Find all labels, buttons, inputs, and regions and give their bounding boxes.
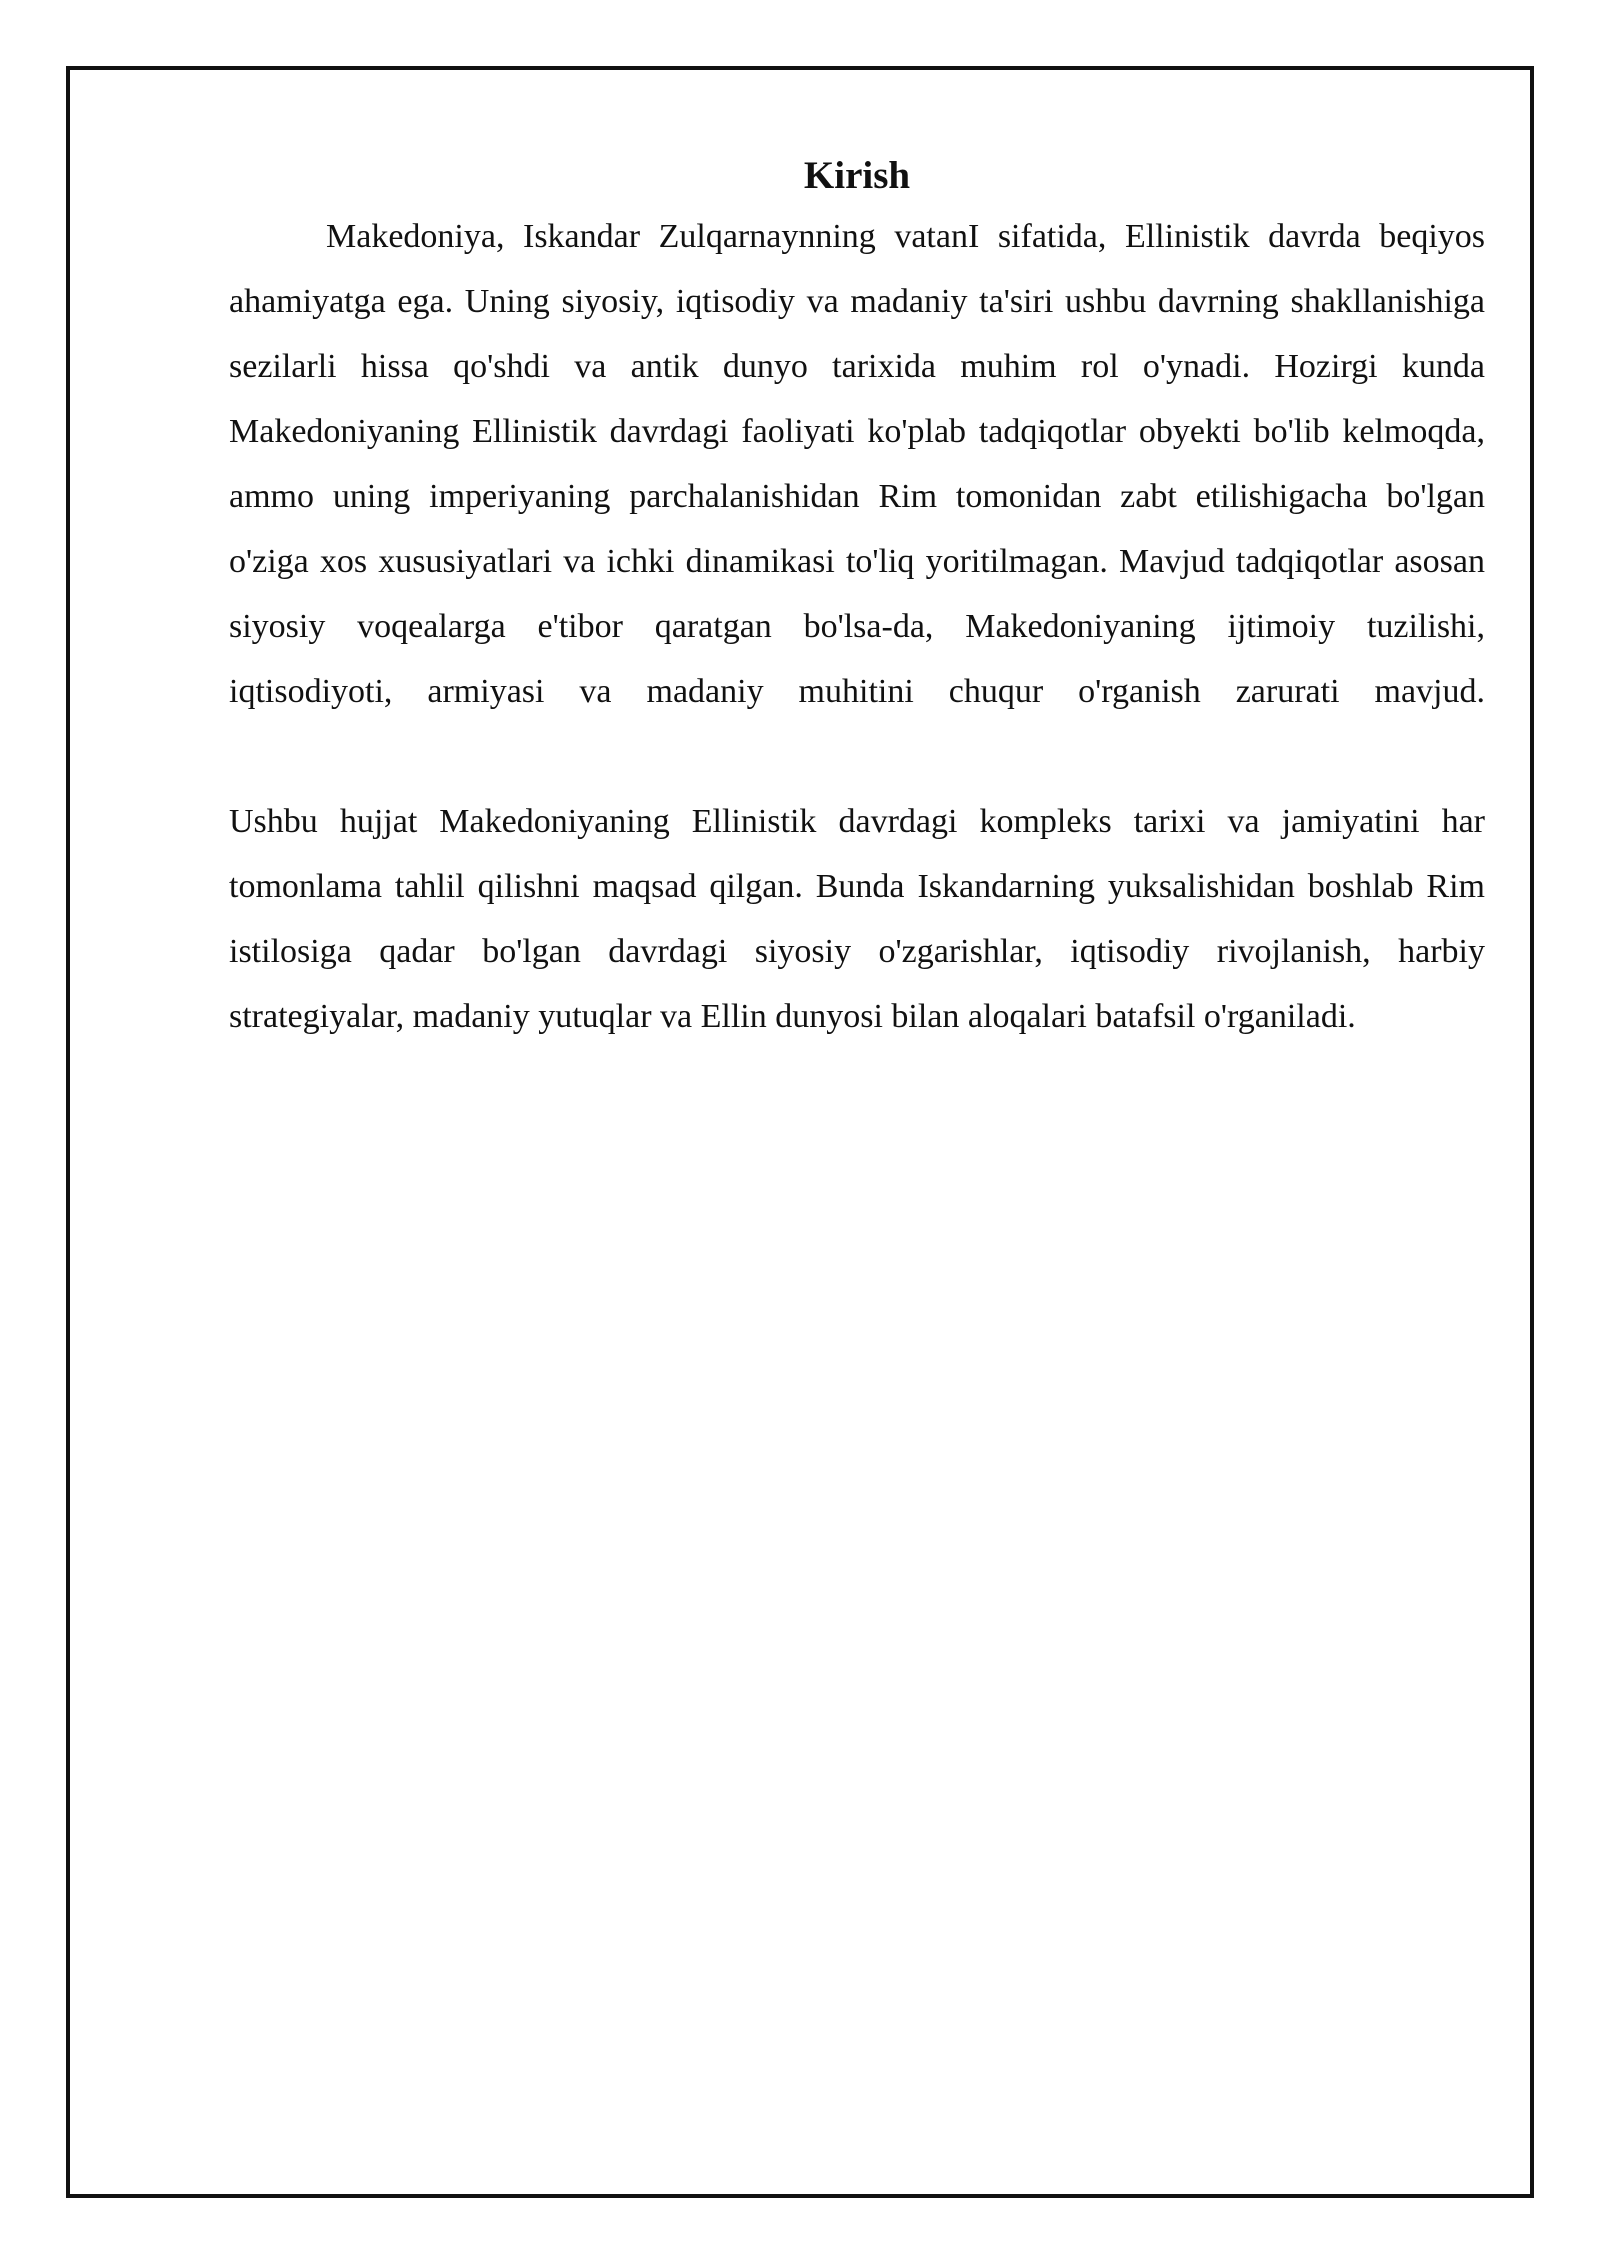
- intro-paragraph-1: Makedoniya, Iskandar Zulqarnaynning vatanI sifatida, Ellinistik davrda beqiyos ahamiyatga ega. Uning siyosiy, iqtisodiy va madaniy ta'siri ushbu davrning shakllanishiga sezilarli hissa qo'shdi va antik dunyo tarixida muhim rol o'ynadi. Hozirgi kunda Makedoniyaning Ellinistik davrdagi faoliyati ko'plab tadqiqotlar obyekti bo'lib kelmoqda, ammo uning imperiyaning parchalanishidan Rim tomonidan zabt etilishigacha bo'lgan o'ziga xos xususiyatlari va ichki dinamikasi to'liq yoritilmagan. Mavjud tadqiqotlar asosan siyosiy voqealarga e'tibor qaratgan bo'lsa-da, Makedoniyaning ijtimoiy tuzilishi, iqtisodiyoti, armiyasi va madaniy muhitini chuqur o'rganish zarurati mavjud.: [229, 218, 1485, 710]
- document-body: [229, 150, 1485, 1049]
- intro-paragraph-2: Ushbu hujjat Makedoniyaning Ellinistik davrdagi kompleks tarixi va jamiyatini har tomonlama tahlil qilishni maqsad qilgan. Bunda Iskandarning yuksalishidan boshlab Rim istilosiga qadar bo'lgan davrdagi siyosiy o'zgarishlar, iqtisodiy rivojlanish, harbiy strategiyalar, madaniy yutuqlar va Ellin dunyosi bilan aloqalari batafsil o'rganiladi.: [229, 803, 1485, 1035]
- document-title: Kirish: [803, 154, 911, 197]
